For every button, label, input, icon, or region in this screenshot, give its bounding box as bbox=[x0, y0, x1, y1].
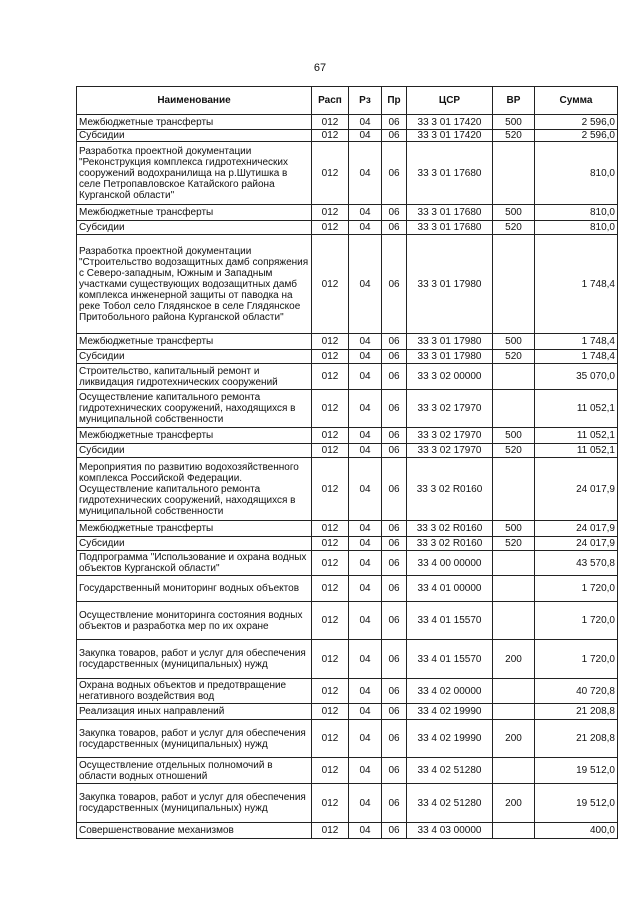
row-csr-cell: 33 3 02 17970 bbox=[407, 428, 493, 444]
table-row bbox=[77, 428, 618, 444]
row-rasp-cell: 012 bbox=[312, 428, 349, 444]
table-row bbox=[77, 334, 618, 350]
page-number: 67 bbox=[313, 62, 327, 74]
row-csr-cell: 33 4 01 15570 bbox=[407, 640, 493, 679]
budget-table bbox=[76, 86, 618, 839]
table-row bbox=[77, 115, 618, 130]
row-rasp-cell: 012 bbox=[312, 720, 349, 758]
row-sum-cell: 2 596,0 bbox=[535, 130, 618, 142]
row-vr-cell bbox=[493, 679, 535, 704]
row-rz-cell: 04 bbox=[349, 704, 382, 720]
row-csr-cell: 33 4 02 19990 bbox=[407, 720, 493, 758]
row-pr-cell: 06 bbox=[382, 444, 407, 458]
row-csr-cell: 33 4 02 00000 bbox=[407, 679, 493, 704]
header-rz: Рз bbox=[349, 87, 382, 115]
row-pr-cell: 06 bbox=[382, 576, 407, 602]
row-rz-cell: 04 bbox=[349, 537, 382, 551]
row-rasp-cell: 012 bbox=[312, 115, 349, 130]
table-row bbox=[77, 640, 618, 679]
row-name-cell: Субсидии bbox=[77, 444, 312, 458]
row-sum-cell: 35 070,0 bbox=[535, 364, 618, 390]
row-sum-cell: 11 052,1 bbox=[535, 444, 618, 458]
row-rasp-cell: 012 bbox=[312, 640, 349, 679]
row-csr-cell: 33 3 01 17680 bbox=[407, 221, 493, 235]
row-vr-cell: 500 bbox=[493, 334, 535, 350]
row-pr-cell: 06 bbox=[382, 390, 407, 428]
row-pr-cell: 06 bbox=[382, 458, 407, 521]
row-rz-cell: 04 bbox=[349, 758, 382, 784]
row-rasp-cell: 012 bbox=[312, 444, 349, 458]
row-pr-cell: 06 bbox=[382, 521, 407, 537]
table-row bbox=[77, 458, 618, 521]
row-rz-cell: 04 bbox=[349, 602, 382, 640]
table-row bbox=[77, 704, 618, 720]
row-rz-cell: 04 bbox=[349, 130, 382, 142]
table-row bbox=[77, 602, 618, 640]
row-name-cell: Субсидии bbox=[77, 537, 312, 551]
row-name-cell: Межбюджетные трансферты bbox=[77, 521, 312, 537]
row-rasp-cell: 012 bbox=[312, 679, 349, 704]
row-vr-cell bbox=[493, 704, 535, 720]
row-sum-cell: 1 720,0 bbox=[535, 640, 618, 679]
row-sum-cell: 1 748,4 bbox=[535, 350, 618, 364]
row-pr-cell: 06 bbox=[382, 221, 407, 235]
table-body bbox=[77, 115, 618, 839]
row-csr-cell: 33 4 02 51280 bbox=[407, 758, 493, 784]
row-vr-cell: 500 bbox=[493, 205, 535, 221]
table-row bbox=[77, 720, 618, 758]
row-csr-cell: 33 4 02 51280 bbox=[407, 784, 493, 823]
row-sum-cell: 40 720,8 bbox=[535, 679, 618, 704]
row-name-cell: Подпрограмма "Использование и охрана водных объектов Курганской области" bbox=[77, 551, 312, 576]
row-rasp-cell: 012 bbox=[312, 602, 349, 640]
row-rz-cell: 04 bbox=[349, 364, 382, 390]
row-sum-cell: 11 052,1 bbox=[535, 390, 618, 428]
row-name-cell: Межбюджетные трансферты bbox=[77, 334, 312, 350]
row-pr-cell: 06 bbox=[382, 537, 407, 551]
row-pr-cell: 06 bbox=[382, 364, 407, 390]
row-csr-cell: 33 3 01 17980 bbox=[407, 350, 493, 364]
row-rz-cell: 04 bbox=[349, 142, 382, 205]
row-vr-cell bbox=[493, 235, 535, 334]
header-sum: Сумма bbox=[535, 87, 618, 115]
row-vr-cell: 500 bbox=[493, 428, 535, 444]
row-sum-cell: 400,0 bbox=[535, 823, 618, 839]
row-sum-cell: 21 208,8 bbox=[535, 720, 618, 758]
table-row bbox=[77, 758, 618, 784]
row-csr-cell: 33 3 02 17970 bbox=[407, 444, 493, 458]
row-vr-cell bbox=[493, 458, 535, 521]
row-rz-cell: 04 bbox=[349, 640, 382, 679]
table-row bbox=[77, 576, 618, 602]
row-name-cell: Мероприятия по развитию водохозяйственного комплекса Российской Федерации. Осуществление капитального ремонта гидротехнических сооружений, находящихся в муниципальной собственности bbox=[77, 458, 312, 521]
row-rasp-cell: 012 bbox=[312, 205, 349, 221]
row-vr-cell: 520 bbox=[493, 350, 535, 364]
row-rasp-cell: 012 bbox=[312, 704, 349, 720]
row-sum-cell: 1 748,4 bbox=[535, 334, 618, 350]
row-pr-cell: 06 bbox=[382, 720, 407, 758]
row-pr-cell: 06 bbox=[382, 235, 407, 334]
table-row bbox=[77, 679, 618, 704]
row-csr-cell: 33 3 01 17980 bbox=[407, 334, 493, 350]
header-pr: Пр bbox=[382, 87, 407, 115]
table-row bbox=[77, 350, 618, 364]
row-rasp-cell: 012 bbox=[312, 551, 349, 576]
row-name-cell: Межбюджетные трансферты bbox=[77, 115, 312, 130]
header-rasp: Расп bbox=[312, 87, 349, 115]
row-rz-cell: 04 bbox=[349, 428, 382, 444]
row-rasp-cell: 012 bbox=[312, 235, 349, 334]
row-pr-cell: 06 bbox=[382, 551, 407, 576]
row-vr-cell: 500 bbox=[493, 115, 535, 130]
row-vr-cell bbox=[493, 758, 535, 784]
row-sum-cell: 1 720,0 bbox=[535, 576, 618, 602]
row-rasp-cell: 012 bbox=[312, 350, 349, 364]
row-csr-cell: 33 3 02 R0160 bbox=[407, 537, 493, 551]
row-rasp-cell: 012 bbox=[312, 364, 349, 390]
row-name-cell: Межбюджетные трансферты bbox=[77, 205, 312, 221]
row-rz-cell: 04 bbox=[349, 784, 382, 823]
row-rz-cell: 04 bbox=[349, 334, 382, 350]
row-name-cell: Закупка товаров, работ и услуг для обеспечения государственных (муниципальных) нужд bbox=[77, 640, 312, 679]
row-vr-cell: 520 bbox=[493, 444, 535, 458]
row-vr-cell: 200 bbox=[493, 720, 535, 758]
row-rz-cell: 04 bbox=[349, 205, 382, 221]
row-pr-cell: 06 bbox=[382, 758, 407, 784]
row-vr-cell: 520 bbox=[493, 130, 535, 142]
row-vr-cell bbox=[493, 576, 535, 602]
row-sum-cell: 21 208,8 bbox=[535, 704, 618, 720]
table-row bbox=[77, 235, 618, 334]
row-vr-cell: 500 bbox=[493, 521, 535, 537]
row-vr-cell bbox=[493, 823, 535, 839]
row-pr-cell: 06 bbox=[382, 823, 407, 839]
row-rz-cell: 04 bbox=[349, 235, 382, 334]
row-rz-cell: 04 bbox=[349, 444, 382, 458]
row-sum-cell: 19 512,0 bbox=[535, 758, 618, 784]
row-name-cell: Строительство, капитальный ремонт и ликвидация гидротехнических сооружений bbox=[77, 364, 312, 390]
row-name-cell: Осуществление отдельных полномочий в области водных отношений bbox=[77, 758, 312, 784]
row-csr-cell: 33 4 01 15570 bbox=[407, 602, 493, 640]
row-rz-cell: 04 bbox=[349, 458, 382, 521]
row-pr-cell: 06 bbox=[382, 704, 407, 720]
row-name-cell: Совершенствование механизмов bbox=[77, 823, 312, 839]
row-pr-cell: 06 bbox=[382, 784, 407, 823]
row-pr-cell: 06 bbox=[382, 602, 407, 640]
table-row bbox=[77, 130, 618, 142]
header-csr: ЦСР bbox=[407, 87, 493, 115]
header-name: Наименование bbox=[77, 87, 312, 115]
table-row bbox=[77, 551, 618, 576]
row-rasp-cell: 012 bbox=[312, 221, 349, 235]
row-name-cell: Охрана водных объектов и предотвращение негативного воздействия вод bbox=[77, 679, 312, 704]
table-row bbox=[77, 444, 618, 458]
row-csr-cell: 33 3 02 R0160 bbox=[407, 521, 493, 537]
row-vr-cell bbox=[493, 551, 535, 576]
row-sum-cell: 24 017,9 bbox=[535, 521, 618, 537]
row-vr-cell bbox=[493, 142, 535, 205]
row-pr-cell: 06 bbox=[382, 640, 407, 679]
table-row bbox=[77, 521, 618, 537]
row-csr-cell: 33 4 00 00000 bbox=[407, 551, 493, 576]
row-rasp-cell: 012 bbox=[312, 130, 349, 142]
row-name-cell: Осуществление мониторинга состояния водных объектов и разработка мер по их охране bbox=[77, 602, 312, 640]
row-vr-cell: 520 bbox=[493, 537, 535, 551]
row-sum-cell: 2 596,0 bbox=[535, 115, 618, 130]
table-row bbox=[77, 537, 618, 551]
row-rasp-cell: 012 bbox=[312, 784, 349, 823]
row-sum-cell: 43 570,8 bbox=[535, 551, 618, 576]
row-sum-cell: 1 748,4 bbox=[535, 235, 618, 334]
row-name-cell: Субсидии bbox=[77, 350, 312, 364]
row-pr-cell: 06 bbox=[382, 334, 407, 350]
row-rasp-cell: 012 bbox=[312, 390, 349, 428]
row-rz-cell: 04 bbox=[349, 823, 382, 839]
row-csr-cell: 33 4 01 00000 bbox=[407, 576, 493, 602]
row-csr-cell: 33 3 02 00000 bbox=[407, 364, 493, 390]
row-rz-cell: 04 bbox=[349, 679, 382, 704]
row-rz-cell: 04 bbox=[349, 576, 382, 602]
table-row bbox=[77, 205, 618, 221]
row-sum-cell: 810,0 bbox=[535, 205, 618, 221]
row-rz-cell: 04 bbox=[349, 221, 382, 235]
row-name-cell: Субсидии bbox=[77, 221, 312, 235]
row-name-cell: Межбюджетные трансферты bbox=[77, 428, 312, 444]
row-csr-cell: 33 3 01 17980 bbox=[407, 235, 493, 334]
row-name-cell: Субсидии bbox=[77, 130, 312, 142]
row-rasp-cell: 012 bbox=[312, 142, 349, 205]
row-csr-cell: 33 4 02 19990 bbox=[407, 704, 493, 720]
row-vr-cell bbox=[493, 364, 535, 390]
row-rasp-cell: 012 bbox=[312, 458, 349, 521]
row-rasp-cell: 012 bbox=[312, 334, 349, 350]
row-pr-cell: 06 bbox=[382, 115, 407, 130]
row-vr-cell: 520 bbox=[493, 221, 535, 235]
row-sum-cell: 24 017,9 bbox=[535, 458, 618, 521]
row-pr-cell: 06 bbox=[382, 142, 407, 205]
row-csr-cell: 33 3 02 17970 bbox=[407, 390, 493, 428]
row-pr-cell: 06 bbox=[382, 350, 407, 364]
row-csr-cell: 33 3 01 17420 bbox=[407, 130, 493, 142]
row-pr-cell: 06 bbox=[382, 679, 407, 704]
row-rz-cell: 04 bbox=[349, 390, 382, 428]
row-csr-cell: 33 3 01 17680 bbox=[407, 142, 493, 205]
row-rz-cell: 04 bbox=[349, 551, 382, 576]
row-sum-cell: 19 512,0 bbox=[535, 784, 618, 823]
row-name-cell: Осуществление капитального ремонта гидротехнических сооружений, находящихся в муниципальной собственности bbox=[77, 390, 312, 428]
row-vr-cell bbox=[493, 390, 535, 428]
row-rz-cell: 04 bbox=[349, 720, 382, 758]
table-row bbox=[77, 364, 618, 390]
row-name-cell: Разработка проектной документации "Реконструкция комплекса гидротехнических сооружений водохранилища на р.Шутишка в селе Петропавловское Катайского района Курганской области" bbox=[77, 142, 312, 205]
row-sum-cell: 1 720,0 bbox=[535, 602, 618, 640]
table-header-row bbox=[77, 87, 618, 115]
row-rasp-cell: 012 bbox=[312, 521, 349, 537]
header-vr: ВР bbox=[493, 87, 535, 115]
row-name-cell: Реализация иных направлений bbox=[77, 704, 312, 720]
row-csr-cell: 33 4 03 00000 bbox=[407, 823, 493, 839]
table-row bbox=[77, 390, 618, 428]
row-vr-cell: 200 bbox=[493, 640, 535, 679]
row-pr-cell: 06 bbox=[382, 428, 407, 444]
row-csr-cell: 33 3 01 17420 bbox=[407, 115, 493, 130]
row-name-cell: Разработка проектной документации "Строительство водозащитных дамб сопряжения с Северо-западным, Южным и Западным участками существующих водозащитных дамб комплекса инженерной защиты от паводка на реке Тобол село Глядянское в селе Глядянское Притобольного района Курганской области" bbox=[77, 235, 312, 334]
row-rz-cell: 04 bbox=[349, 521, 382, 537]
row-sum-cell: 11 052,1 bbox=[535, 428, 618, 444]
table-row bbox=[77, 142, 618, 205]
row-name-cell: Закупка товаров, работ и услуг для обеспечения государственных (муниципальных) нужд bbox=[77, 784, 312, 823]
row-rasp-cell: 012 bbox=[312, 576, 349, 602]
row-pr-cell: 06 bbox=[382, 130, 407, 142]
table-row bbox=[77, 784, 618, 823]
table-row bbox=[77, 221, 618, 235]
row-csr-cell: 33 3 01 17680 bbox=[407, 205, 493, 221]
row-vr-cell bbox=[493, 602, 535, 640]
row-rasp-cell: 012 bbox=[312, 758, 349, 784]
row-rasp-cell: 012 bbox=[312, 823, 349, 839]
table-row bbox=[77, 823, 618, 839]
row-name-cell: Закупка товаров, работ и услуг для обеспечения государственных (муниципальных) нужд bbox=[77, 720, 312, 758]
row-sum-cell: 810,0 bbox=[535, 221, 618, 235]
row-vr-cell: 200 bbox=[493, 784, 535, 823]
row-rz-cell: 04 bbox=[349, 350, 382, 364]
row-pr-cell: 06 bbox=[382, 205, 407, 221]
row-rasp-cell: 012 bbox=[312, 537, 349, 551]
row-name-cell: Государственный мониторинг водных объектов bbox=[77, 576, 312, 602]
row-sum-cell: 810,0 bbox=[535, 142, 618, 205]
row-rz-cell: 04 bbox=[349, 115, 382, 130]
row-sum-cell: 24 017,9 bbox=[535, 537, 618, 551]
row-csr-cell: 33 3 02 R0160 bbox=[407, 458, 493, 521]
